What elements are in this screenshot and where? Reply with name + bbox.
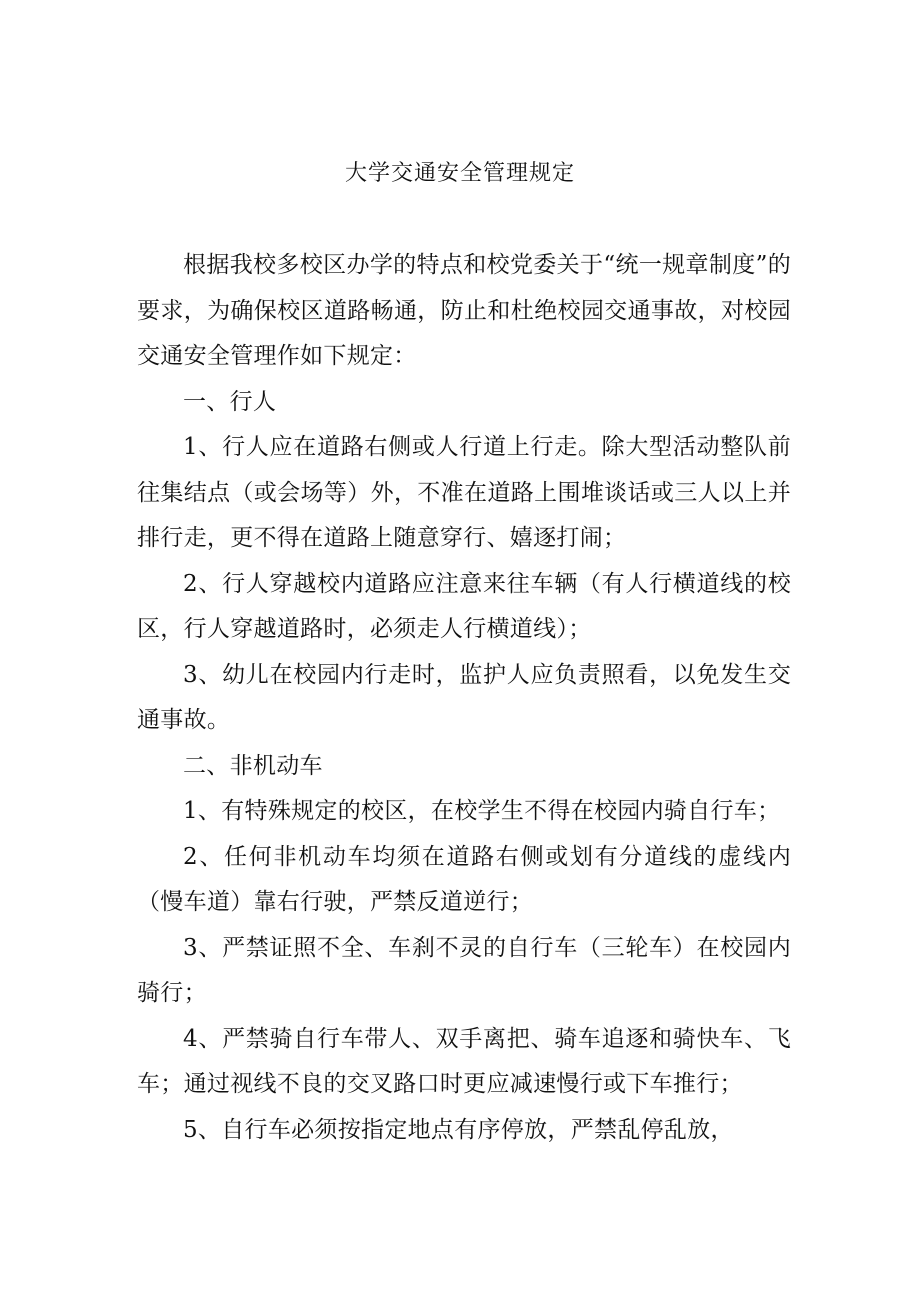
section-heading-pedestrians: 一、行人 bbox=[183, 388, 277, 415]
non-motor-rule-4: 4、严禁骑自行车带人、双手离把、骑车追逐和骑快车、飞车；通过视线不良的交叉路口时更应减速慢行或下车推行； bbox=[137, 1025, 791, 1097]
intro-paragraph: 根据我校多校区办学的特点和校党委关于“统一规章制度”的要求，为确保校区道路畅通，防止和杜绝校园交通事故，对校园交通安全管理作如下规定： bbox=[137, 252, 791, 369]
pedestrian-rule-2: 2、行人穿越校内道路应注意来往车辆（有人行横道线的校区，行人穿越道路时，必须走人行横道线）； bbox=[137, 570, 791, 642]
section-heading-non-motor-vehicles: 二、非机动车 bbox=[183, 752, 323, 779]
document-body bbox=[137, 243, 791, 1153]
non-motor-rule-3: 3、严禁证照不全、车刹不灵的自行车（三轮车）在校园内骑行； bbox=[137, 934, 791, 1006]
pedestrian-rule-3: 3、幼儿在校园内行走时，监护人应负责照看，以免发生交通事故。 bbox=[137, 661, 791, 733]
pedestrian-rule-1: 1、行人应在道路右侧或人行道上行走。除大型活动整队前往集结点（或会场等）外，不准在道路上围堆谈话或三人以上并排行走，更不得在道路上随意穿行、嬉逐打闹； bbox=[137, 434, 791, 551]
non-motor-rule-2: 2、任何非机动车均须在道路右侧或划有分道线的虚线内（慢车道）靠右行驶，严禁反道逆行； bbox=[137, 843, 791, 915]
non-motor-rule-5: 5、自行车必须按指定地点有序停放，严禁乱停乱放， bbox=[183, 1116, 734, 1143]
non-motor-rule-1: 1、有特殊规定的校区，在校学生不得在校园内骑自行车； bbox=[183, 798, 781, 824]
document-title: 大学交通安全管理规定 bbox=[344, 161, 575, 186]
